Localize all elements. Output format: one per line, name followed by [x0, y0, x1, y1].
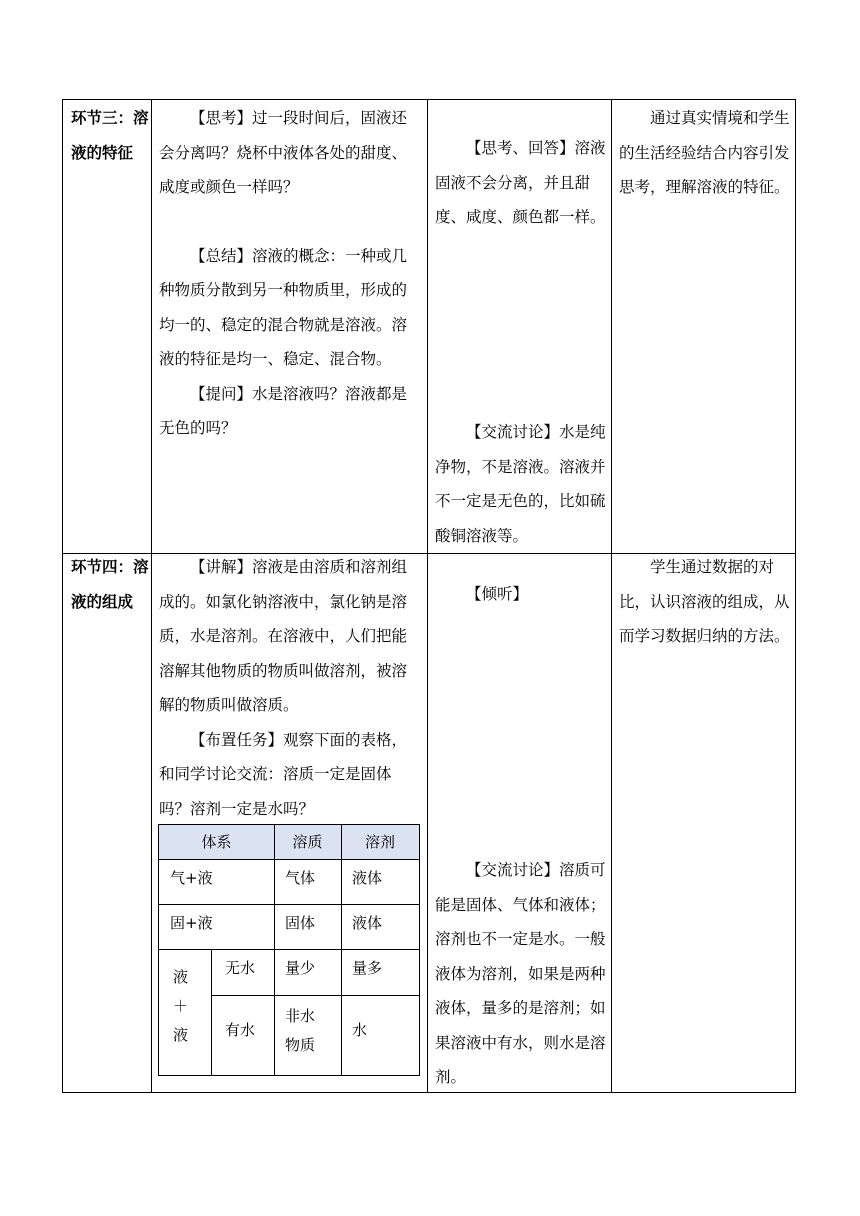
design-intent: 通过真实情境和学生的生活经验结合内容引发思考，理解溶液的特征。	[619, 109, 790, 196]
no-water-solvent: 量多	[352, 959, 383, 977]
gas-liquid-label: 气+液	[170, 869, 213, 887]
gas-liquid-solute: 气体	[285, 869, 316, 887]
solid-liquid-solvent: 液体	[352, 914, 383, 932]
header-solute: 溶质	[292, 833, 323, 851]
inner-row-divider	[211, 995, 419, 996]
with-water-solute: 非水物质	[285, 1007, 316, 1054]
stage-four-cell: 环节四：溶液的组成	[71, 558, 149, 611]
row3-intent-cell	[619, 101, 791, 205]
inner-col-divider	[211, 950, 212, 1075]
summary-text: 【总结】溶液的概念：一种或几种物质分散到另一种物质里，形成的均一的、稳定的混合物就是溶液。溶液的特征是均一、稳定、混合物。	[159, 246, 408, 368]
solid-liquid-solute: 固体	[285, 914, 316, 932]
liquid-liquid-label: 液＋液	[173, 968, 189, 1044]
stage-three-cell: 环节三：溶液的特征	[71, 109, 149, 162]
think-answer: 【思考、回答】溶液固液不会分离，并且甜度、咸度、颜色都一样。	[435, 139, 606, 226]
discussion-answer: 【交流讨论】水是纯净物，不是溶液。溶液并不一定是无色的，比如硫酸铜溶液等。	[435, 423, 606, 545]
solid-liquid-label: 固+液	[170, 914, 213, 932]
task-text: 【布置任务】观察下面的表格，和同学讨论交流：溶质一定是固体吗？溶剂一定是水吗？	[159, 730, 408, 818]
header-system: 体系	[201, 833, 232, 851]
inner-col-divider	[274, 825, 275, 1075]
discussion-answer-2: 【交流讨论】溶质可能是固体、气体和液体；溶剂也不一定是水。一般液体为溶剂，如果是两种液体，量多的是溶剂；如果溶液中有水，则水是溶剂。	[435, 861, 606, 1086]
think-prompt: 【思考】过一段时间后，固液还会分离吗？烧杯中液体各处的甜度、咸度或颜色一样吗？	[159, 109, 408, 196]
inner-col-divider	[341, 825, 342, 1075]
row3-student-cell	[435, 101, 607, 545]
col-divider	[611, 100, 612, 1092]
col-divider	[151, 100, 152, 1092]
row4-intent-cell	[619, 550, 791, 654]
gas-liquid-solvent: 液体	[352, 869, 383, 887]
col-divider	[427, 100, 428, 1092]
design-intent-2: 学生通过数据的对比，认识溶液的组成，从而学习数据归纳的方法。	[619, 558, 790, 645]
inner-row-divider	[159, 949, 419, 950]
with-water-label: 有水	[225, 1021, 256, 1039]
with-water-solvent: 水	[352, 1021, 368, 1039]
header-solvent: 溶剂	[364, 833, 395, 851]
explain-text: 【讲解】溶液是由溶质和溶剂组成的。如氯化钠溶液中，氯化钠是溶质，水是溶剂。在溶液中，人们把能溶解其他物质的物质叫做溶剂，被溶解的物质叫做溶质。	[159, 558, 408, 714]
row4-teacher-cell	[159, 550, 421, 826]
no-water-label: 无水	[225, 959, 256, 977]
listen-text: 【倾听】	[466, 585, 529, 603]
inner-row-divider	[159, 904, 419, 905]
solute-solvent-table	[158, 824, 420, 1076]
no-water-solute: 量少	[285, 959, 316, 977]
row3-teacher-cell	[159, 101, 421, 446]
row4-student-cell	[435, 577, 607, 1086]
question-text: 【提问】水是溶液吗？溶液都是无色的吗？	[159, 384, 408, 437]
